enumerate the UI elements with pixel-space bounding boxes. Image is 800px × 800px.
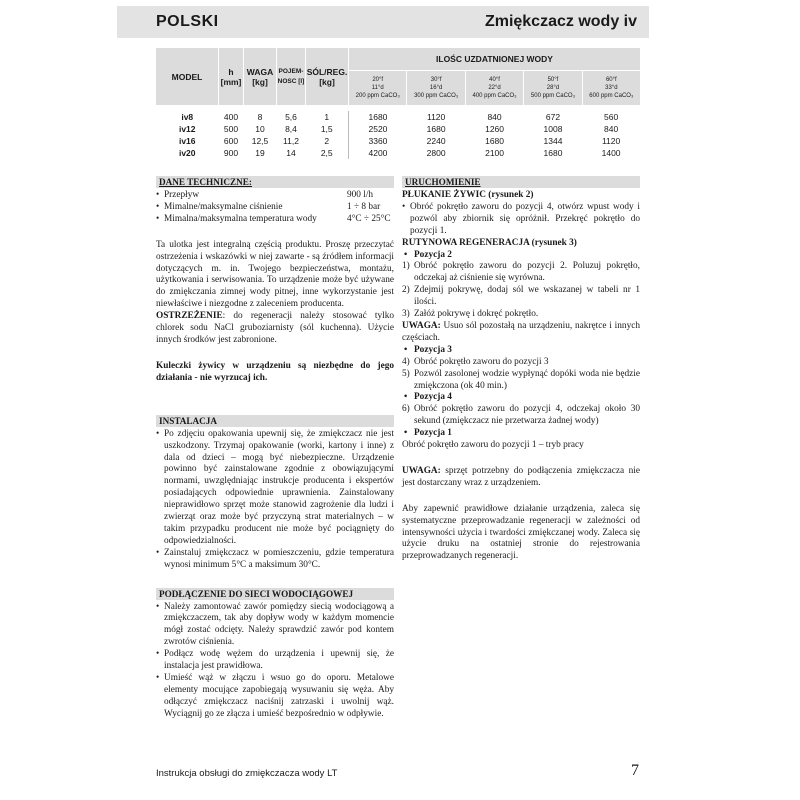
table-cell: 12,5: [251, 136, 269, 146]
page-number: 7: [631, 762, 639, 779]
regen-title: RUTYNOWA REGENERACJA (rysunek 3): [402, 237, 577, 248]
model-cell: iv16: [178, 136, 196, 146]
table-cell: 2520: [368, 124, 388, 134]
table-cell: 1120: [426, 112, 446, 122]
position-3-label: • Pozycja 3: [402, 345, 640, 357]
hardness-line: 400 ppm CaCO₃: [472, 93, 517, 99]
table-cell: 14: [286, 148, 296, 158]
table-cell: 10: [255, 124, 265, 134]
hardness-line: 300 ppm CaCO₃: [414, 93, 459, 99]
step-text: Obróć pokrętło zaworu do pozycji 4, odczekaj około 30 sekund (zmiękczacz nie przetwarza żadnej wody): [414, 404, 640, 427]
table-cell: 4200: [368, 148, 388, 158]
table-cell: 2800: [426, 148, 446, 158]
resin-note: Kuleczki żywicy w urządzeniu są niezbędne do jego działania - nie wyrzucaj ich.: [156, 360, 394, 383]
col-header-weight: WAGA [kg]: [244, 48, 277, 105]
warning-paragraph: [156, 311, 394, 347]
closing-paragraph: Aby zapewnić prawidłowe działanie urządzenia, zaleca się systematyczne przeprowadzanie regeneracji w zależności od intensywności użycia i twardości zmiękczanej wody. Zaleca się użycie druku na ostatniej stronie do rejestrowania przeprowadzanych regeneracji.: [402, 503, 640, 562]
hardness-line: 16°d: [429, 85, 443, 91]
table-cell: 2,5: [306, 147, 349, 159]
intro-paragraph: Ta ulotka jest integralną częścią produktu. Proszę przeczytać ostrzeżenia i wskazówki w niej zawarte - są źródłem informacji dotyczących m. in. Twojego bezpieczeństwa, montażu, użytkowania i serwisowania. To urządzenie może być używane do zmiękczania zimnej wody pitnej, inne wykorzystanie jest niewłaściwe i niezgodne z zaleceniem producenta.: [156, 239, 394, 310]
list-item: • Umieść wąż w złączu i wsuo go do oporu. Metalowe elementy mocujące zapobiegają wysuwaniu się węża. Aby odłączyć zmiękczacz naciśnij zatrzaski i uwolnij wąż. Wyciągnij go ze złącza i umieść bezpośrednio w odpływie.: [156, 673, 394, 721]
hardness-line: 200 ppm CaCO₃: [355, 93, 400, 99]
hardness-line: 60°f: [605, 77, 617, 83]
step-2: 2) Zdejmij pokrywę, dodaj sól we wskazanej w tabeli nr 1 ilości.: [402, 285, 640, 308]
table-cell: 840: [487, 112, 502, 122]
table-cell: 19: [255, 148, 265, 158]
tech-spec-item: [156, 190, 394, 202]
position-2-label: • Pozycja 2: [402, 250, 640, 262]
table-cell: 1260: [485, 124, 505, 134]
section-start-title: URUCHOMIENIE: [402, 176, 640, 188]
table-cell: 1008: [543, 124, 563, 134]
spec-table-body: [156, 111, 640, 159]
list-item: • Należy zamontować zawór pomiędzy siecią wodociągową a zmiękczaczem, tak aby dopływ wody w każdym momencie mógł zostać odcięty. Należy sprawdzić zawór pod kontem zwrotów ciśnienia.: [156, 602, 394, 650]
hardness-line: 50°f: [547, 77, 559, 83]
hardness-line: 600 ppm CaCO₃: [589, 93, 634, 99]
step-text: Pozwól zasolonej wodzie wypłynąć dopóki woda nie będzie zmiękczona (ok 40 min.): [414, 368, 640, 391]
table-cell: 5,6: [285, 112, 297, 122]
hardness-line: 500 ppm CaCO₃: [530, 93, 576, 99]
hardness-line: 30°f: [430, 77, 442, 83]
connect-list: [156, 602, 394, 721]
hardness-header-cell: [465, 71, 523, 106]
hardness-header-cell: [349, 71, 407, 106]
step-text: Obróć pokrętło zaworu do pozycji 3: [414, 356, 549, 367]
footer-text: Instrukcja obsługi do zmiękczacza wody LT: [156, 768, 338, 779]
table-cell: 500: [223, 124, 239, 134]
tech-spec-value: 1 ÷ 8 bar: [347, 201, 381, 212]
table-row: [156, 135, 640, 147]
table-cell: 600: [223, 136, 239, 146]
hardness-line: 20°f: [372, 77, 384, 83]
step-text: Zdejmij pokrywę, dodaj sól we wskazanej w tabeli nr 1 ilości.: [414, 285, 640, 308]
table-row: [156, 111, 640, 123]
final-step: Obróć pokrętło zaworu do pozycji 1 – tryb pracy: [402, 440, 584, 451]
warning-label: OSTRZEŻENIE: [156, 311, 223, 322]
tech-spec-item: [156, 202, 394, 214]
table-cell: 1120: [601, 136, 621, 146]
note-label: UWAGA:: [402, 320, 441, 331]
table-cell: 672: [545, 112, 561, 122]
hardness-line: 33°d: [605, 85, 618, 91]
table-cell: 560: [604, 112, 619, 122]
section-install-title: INSTALACJA: [156, 415, 394, 427]
table-cell: 3360: [368, 136, 388, 146]
table-cell: 2100: [485, 148, 505, 158]
table-cell: 1680: [426, 124, 446, 134]
table-row: [156, 123, 640, 135]
step-6: 6) Obróć pokrętło zaworu do pozycji 4, odczekaj około 30 sekund (zmiękczacz nie przetwarza żadnej wody): [402, 404, 640, 427]
section-connect-title: PODŁĄCZENIE DO SIECI WODOCIĄGOWEJ: [156, 588, 394, 600]
col-header-capacity: POJEM-NOSC [l]: [277, 48, 306, 105]
hardness-header-cell: [524, 71, 582, 106]
step-3: 3) Załóż pokrywę i dokręć pokrętło.: [402, 309, 539, 320]
col-header-height: h [mm]: [219, 48, 244, 105]
hardness-line: 22°d: [488, 85, 501, 91]
col-header-model: MODEL: [156, 48, 219, 105]
table-cell: 400: [223, 112, 239, 122]
page-title: Zmiękczacz wody iv: [484, 13, 637, 30]
table-row: [156, 147, 640, 159]
left-column: [156, 176, 394, 721]
col-header-salt: SÓL/REG. [kg]: [306, 48, 349, 105]
table-cell: 1680: [543, 148, 563, 158]
note-label: UWAGA:: [402, 465, 441, 476]
step-text: Załóż pokrywę i dokręć pokrętło.: [414, 309, 539, 320]
step-1: 1) Obróć pokrętło zaworu do pozycji 2. Poluzuj pokrętło, odczekaj aż ciśnienie się wyrówna.: [402, 261, 640, 284]
model-cell: iv12: [178, 124, 196, 134]
hardness-header-cell: [582, 71, 640, 106]
note-text: Usuo sól pozostałą na urządzeniu, nakrętce i innych częściach.: [402, 320, 640, 343]
table-cell: 900: [223, 148, 239, 158]
section-tech-title: DANE TECHNICZNE:: [156, 176, 394, 188]
table-cell: 1344: [543, 136, 563, 146]
table-cell: 1400: [601, 148, 621, 158]
language-label: POLSKI: [156, 13, 219, 30]
list-item: • Po zdjęciu opakowania upewnij się, że zmiękczacz nie jest uszkodzony. Trzymaj opakowanie (worki, kartony i inne) z dala od dzieci – mogą być niebezpieczne. Urządzenie powinno być zainstalowane zgodnie z obowiązującymi normami, uwzględniając instrukcje producenta i ekspertów posiadających odpowiednie uprawnienia. Zainstalowany nieprawidłowo sprzęt może stanowid zagrożenie dla ludzi i zwierząt oraz może być przyczyną strat materialnych – w takim przypadku producent nie może być pociągnięty do odpowiedzialności.: [156, 429, 394, 548]
hardness-line: 28°d: [546, 85, 560, 91]
step-4: 4) Obróć pokrętło zaworu do pozycji 3: [402, 356, 549, 367]
position-4-label: • Pozycja 4: [402, 392, 640, 404]
table-cell: 1,5: [306, 123, 349, 135]
tech-spec-key: • Mimalna/maksymalna temperatura wody: [164, 213, 317, 224]
table-cell: 1: [306, 111, 349, 123]
model-cell: iv20: [178, 148, 196, 158]
note-salt: [402, 321, 640, 345]
tech-spec-key: • Przepływ: [164, 190, 200, 200]
warning-text: : do regeneracji należy stosować tylko chlorek sodu NaCl gruboziarnisty (sól kuchenna). Użycie innych środków jest zabronione.: [156, 311, 394, 345]
tech-spec-value: 4°C ÷ 25°C: [347, 213, 391, 224]
list-item: • Podłącz wodę wężem do urządzenia i upewnij się, że instalacja jest prawidłowa.: [156, 649, 394, 673]
table-cell: 2240: [426, 136, 446, 146]
install-list: [156, 429, 394, 572]
table-cell: 840: [604, 124, 619, 134]
flush-title: PŁUKANIE ŻYWIC (rysunek 2): [402, 190, 534, 200]
spec-table: [156, 48, 640, 159]
model-cell: iv8: [181, 112, 194, 122]
step-5: 5) Pozwól zasolonej wodzie wypłynąć dopóki woda nie będzie zmiękczona (ok 40 min.): [402, 368, 640, 391]
table-cell: 8,4: [285, 124, 297, 134]
list-item: • Obróć pokrętło zaworu do pozycji 4, otwórz wpust wody i pozwól aby zbiornik się opróżnił. Przekręć pokrętło do pozycji 1.: [402, 202, 640, 238]
note-text: sprzęt potrzebny do podłączenia zmiękczacza nie jest dostarczany wraz z urządzeniem.: [402, 465, 640, 488]
tech-specs-list: [156, 190, 394, 226]
page-header: [117, 6, 649, 38]
hardness-header-cell: [407, 71, 465, 106]
hardness-line: 40°f: [489, 77, 500, 83]
tech-spec-item: [156, 214, 394, 226]
hardness-line: 11°d: [371, 85, 384, 91]
col-header-treated-water: ILOŚC UZDATNIONEJ WODY: [349, 48, 641, 71]
tech-spec-value: 900 l/h: [347, 190, 374, 200]
note-equipment: [402, 466, 640, 490]
flush-list: [402, 202, 640, 238]
right-column: [402, 176, 640, 563]
step-text: Obróć pokrętło zaworu do pozycji 2. Poluzuj pokrętło, odczekaj aż ciśnienie się wyrówna.: [414, 261, 640, 284]
table-cell: 2: [306, 135, 349, 147]
list-item: • Zainstaluj zmiękczacz w pomieszczeniu, gdzie temperatura wynosi minimum 5°C a maksimum 30°C.: [156, 548, 394, 572]
table-cell: 11,2: [283, 136, 299, 146]
table-cell: 8: [257, 112, 263, 122]
table-cell: 1680: [485, 136, 505, 146]
position-1-label: • Pozycja 1: [402, 428, 640, 440]
tech-spec-key: • Mimalne/maksymalne ciśnienie: [164, 201, 283, 212]
table-cell: 1680: [368, 112, 388, 122]
